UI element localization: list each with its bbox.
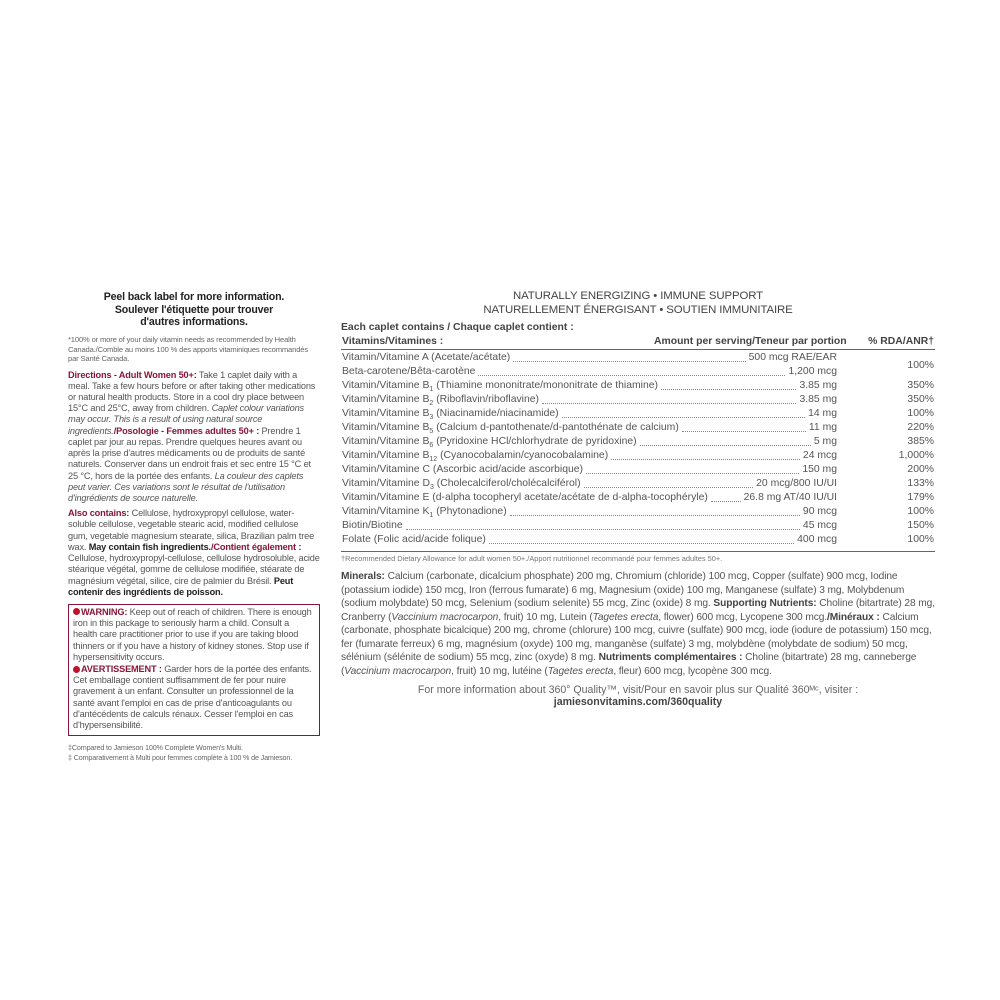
col-vitamins-header: Vitamins/Vitamines : [342,336,444,348]
nutrient-amount: 11 mg [808,422,837,434]
nutrient-rda: 350% [907,394,934,406]
dot-leader [611,459,800,460]
nutrient-name-main: Vitamin/Vitamine B [342,394,430,406]
nutrient-amount: 1,200 mcg [788,366,837,378]
directions-italic: Caplet colour variations may occur. This is a result of using natural source ingredients. [68,403,304,436]
minerals-paragraph [341,570,935,678]
also-contains-text: Cellulose, hydroxypropyl cellulose, water-soluble cellulose, vegetable stearic acid, modified cellulose gum, vegetable magnesium stearate, silica, Brazilian palm tree wax. [68,508,315,552]
nutrient-name [342,492,708,503]
table-row [341,394,935,408]
nutrient-rda: 100% [907,360,934,372]
nutriments-label: Nutriments complémentaires : [598,652,743,664]
also-contains-section [68,508,320,598]
headline-fr: NATURELLEMENT ÉNERGISANT • SOUTIEN IMMUNITAIRE [483,303,793,316]
nutrient-amount: 5 mg [813,436,837,448]
table-row [341,422,935,436]
nutrient-amount: 24 mcg [802,450,837,462]
nutrient-subscript: 12 [429,456,438,464]
nutrient-source: (Cyanocobalamin/cyanocobalamine) [437,450,609,462]
warning-en [73,607,315,663]
caplet-contains-heading: Each caplet contains / Chaque caplet contient : [341,322,574,334]
fish-warning-en: May contain fish ingredients. [88,541,211,552]
nutriments-text-3: , fleur) 600 mcg, lycopène 300 mcg. [613,665,772,677]
dot-leader [711,501,741,502]
table-row [341,534,935,548]
also-contains-label: Also contains: [68,508,130,519]
directions-label: Directions - Adult Women 50+: [68,369,197,380]
table-row [341,506,935,520]
table-row [341,492,935,506]
table-row [341,380,935,394]
warning-box [68,604,320,736]
directions-text: Take 1 caplet daily with a meal. Take a few hours before or after taking other medications or natural health products. Store in a cool dry place between 15°C and 25°C, away from children. [68,369,316,414]
nutrient-source: (Niacinamide/niacinamide) [433,408,559,420]
avertissement-label: AVERTISSEMENT : [81,664,162,675]
nutrient-name-main: Vitamin/Vitamine B [342,422,430,434]
nutrient-rda: 179% [907,492,934,504]
nutrient-source: (Phytonadione) [433,506,507,518]
left-panel [68,291,320,762]
contient-label: /Contient également : [210,541,302,552]
supplement-facts-panel [341,290,935,708]
comparison-fr: ‡ Comparativement à Multi pour femmes complète à 100 % de Jamieson. [68,752,293,762]
table-row [341,520,935,534]
nutrient-amount: 500 mcg RAE/EAR [748,352,837,364]
dot-leader [562,417,805,418]
nutrient-name-main: Vitamin/Vitamine E (d-alpha tocopheryl acetate/acétate de d-alpha-tocophéryle) [342,492,708,504]
nutrient-name-main: Vitamin/Vitamine C (Ascorbic acid/acide ascorbique) [342,464,584,476]
rda-footnote: †Recommended Dietary Allowance for adult women 50+./Apport nutritionnel recommandé pour femmes adultes 50+. [341,551,935,563]
nutrient-rda: 100% [907,408,934,420]
vitamin-table [341,352,935,548]
dot-leader [661,389,796,390]
nutrient-name-main: Vitamin/Vitamine B [342,408,430,420]
peel-line-2: Soulever l'étiquette pour trouver [114,303,274,316]
table-row [341,464,935,478]
nutrient-name [342,352,510,363]
nutrient-name [342,380,658,393]
dot-leader [682,431,806,432]
nutrient-rda: 1,000% [898,450,934,462]
table-row [341,436,935,450]
nutrient-rda: 200% [907,464,934,476]
more-info-url[interactable]: jamiesonvitamins.com/360quality [553,696,723,708]
peel-back-heading [68,291,320,329]
col-amount-header: Amount per serving/Teneur par portion [654,336,847,348]
nutriments-text-1: Choline (bitartrate) 28 mg, canneberge ( [341,652,917,677]
headline-en: NATURALLY ENERGIZING • IMMUNE SUPPORT [512,290,764,302]
dot-leader [542,403,796,404]
nutrient-amount: 90 mcg [802,506,837,518]
dot-leader [489,543,794,544]
nutrient-subscript: 2 [429,400,434,408]
nutrient-source: (Thiamine mononitrate/mononitrate de thiamine) [433,380,658,392]
col-rda-header: % RDA/ANR† [868,336,934,348]
fish-warning-fr: Peut contenir des ingrédients de poisson. [68,575,294,597]
nutrient-subscript: 3 [429,484,434,492]
nutrient-name [342,366,475,377]
nutrient-source: (Pyridoxine HCl/chlorhydrate de pyridoxine) [433,436,637,448]
mineraux-label: /Minéraux : [827,611,880,623]
nutrient-amount: 3.85 mg [799,394,837,406]
nutrient-name [342,520,403,531]
nutrient-name [342,436,637,449]
dot-leader [510,515,800,516]
headline [341,290,935,317]
nutrient-source: (Riboflavin/riboflavine) [433,394,539,406]
nutrient-amount: 14 mg [808,408,837,420]
warning-text: Keep out of reach of children. There is enough iron in this package to seriously harm a child. Consult a health care practitioner prior to use if you are taking blood thinners or if you have a history of kidney stones. Stop use if hypersensitivity occurs. [73,606,312,662]
mineraux-text: Calcium (carbonate, phosphate bicalcique) 200 mg, chrome (chlorure) 100 mcg, cuivre (sulfate) 900 mcg, iode (iodure de potassium) 150 mcg, fer (fumarate ferreux) 6 mg, magnésium (oxyde) 100 mg, manganèse (sulfate) 3 mg, molybdène (molybdate de sodium) 50 mcg, sélénium (sélénite de sodium) 55 mcg, zinc (oxyde) 8 mg. [341,611,932,664]
nutrient-rda: 133% [907,478,934,490]
nutrient-name [342,464,583,475]
warning-dot-icon [73,608,80,615]
nutrient-amount: 3.85 mg [799,380,837,392]
table-row [341,360,935,380]
nutrient-name-main: Vitamin/Vitamine A (Acetate/acétate) [342,352,511,364]
nutrient-name-main: Beta-carotene/Bêta-carotène [342,366,476,378]
nutrient-source: (Calcium d-pantothenate/d-pantothénate de calcium) [433,422,679,434]
nutrient-name [342,450,608,463]
directions-section [68,370,320,505]
nutrient-subscript: 3 [429,414,434,422]
nutrient-subscript: 1 [429,386,434,394]
table-row [341,450,935,464]
supporting-text-3: , flower) 600 mcg, Lycopene 300 mcg. [658,611,828,623]
warning-fr [73,664,315,731]
peel-line-1: Peel back label for more information. [103,291,285,303]
nutrient-name-main: Vitamin/Vitamine B [342,450,430,462]
nutrient-rda: 385% [907,436,934,448]
posologie-italic: La couleur des caplets peut varier. Ces variations sont le résultat de l'utilisation d'ingrédients de source naturelle. [68,470,304,503]
nutrient-rda: 100% [907,534,934,546]
nutriments-italic-2: Tagetes erecta [547,665,614,677]
more-info-text: For more information about 360° Quality™, visit/Pour en savoir plus sur Qualité 360ᴹᶜ, visiter : [417,684,859,696]
contient-text: Cellulose, hydroxypropyl-cellulose, cellulose hydrosoluble, acide stéarique végétal, gomme de cellulose modifiée, stéarate de magnésium végétal, silice, cire de palmier du Brésil. [68,553,320,586]
nutrient-rda: 220% [907,422,934,434]
nutrient-amount: 45 mcg [802,520,837,532]
nutrient-amount: 20 mcg/800 IU/UI [756,478,837,490]
table-row [341,408,935,422]
supporting-italic-1: Vaccinium macrocarpon [391,611,499,623]
peel-line-3: d'autres informations. [140,316,248,329]
nutrient-name [342,422,679,435]
avertissement-text: Garder hors de la portée des enfants. Cet emballage contient suffisamment de fer pour nuire gravement à un enfant. Consulter un professionnel de la santé avant l'emploi en cas de prise d'anticoagulants ou d'antécédents de calculs rénaux. Cesser l'emploi en cas d'hypersensibilité. [73,664,312,731]
warning-dot-icon [73,666,80,673]
nutrient-source: (Cholecalciferol/cholécalciférol) [433,478,581,490]
dot-leader [584,487,754,488]
posologie-label: /Posologie - Femmes adultes 50+ : [113,425,260,436]
nutrient-name-main: Vitamin/Vitamine B [342,436,430,448]
nutrient-name [342,478,581,491]
dot-leader [640,445,811,446]
nutrient-amount: 150 mg [802,464,837,476]
nutriments-text-2: , fruit) 10 mg, lutéine ( [451,665,548,677]
nutrient-name-main: Vitamin/Vitamine K [342,506,430,518]
nutriments-italic-1: Vaccinium macrocarpon [344,665,452,677]
table-row [341,478,935,492]
nutrient-name [342,408,559,421]
warning-label: WARNING: [81,606,128,617]
nutrient-name-main: Biotin/Biotine [342,520,403,532]
nutrient-name [342,506,507,519]
nutrient-name-main: Vitamin/Vitamine B [342,380,430,392]
health-canada-note: *100% or more of your daily vitamin needs as recommended by Health Canada./Comble au moins 100 % des apports vitaminiques recommandés par Santé Canada. [68,335,308,364]
supporting-italic-2: Tagetes erecta [592,611,659,623]
dot-leader [586,473,799,474]
nutrient-rda: 350% [907,380,934,392]
table-row [341,352,935,366]
dot-leader [406,529,800,530]
nutrient-amount: 400 mcg [797,534,837,546]
nutrient-rda: 100% [907,506,934,518]
supporting-text-1: Choline (bitartrate) 28 mg, Cranberry ( [341,598,935,623]
dot-leader [513,361,745,362]
nutrient-name [342,534,486,545]
nutrient-subscript: 6 [429,442,434,450]
nutrient-subscript: 5 [429,428,434,436]
nutrient-name-main: Vitamin/Vitamine D [342,478,430,490]
nutrient-rda: 150% [907,520,934,532]
table-header [341,334,935,350]
nutrient-name [342,394,539,407]
dot-leader [478,375,785,376]
supporting-text-2: , fruit) 10 mg, Lutein ( [498,611,593,623]
nutrient-amount: 26.8 mg AT/40 IU/UI [743,492,837,504]
nutrient-subscript: 1 [429,512,434,520]
comparison-en: ‡Compared to Jamieson 100% Complete Women's Multi. [68,743,243,753]
nutrient-name-main: Folate (Folic acid/acide folique) [342,534,486,546]
supporting-label: Supporting Nutrients: [713,598,817,610]
minerals-label: Minerals: [341,571,385,583]
minerals-text: Calcium (carbonate, dicalcium phosphate) 200 mg, Chromium (chloride) 100 mcg, Copper (sulfate) 900 mcg, Iodine (potassium iodide) 150 mcg, Iron (ferrous fumarate) 6 mg, Magnesium (oxide) 100 mg, Manganese (sulfate) 3 mg, Molybdenum (sodium molybdate) 50 mcg, Selenium (sodium selenite) 55 mcg, Zinc (oxide) 8 mg. [341,571,905,610]
posologie-text: Prendre 1 caplet par jour au repas. Prendre quelques heures avant ou après la prise d'autres médicaments ou de produits de santé naturels. Conserver dans un endroit frais et sec entre 15 °C et 25 °C, hors de la portée des enfants. [68,425,311,481]
more-info-line [341,684,935,708]
comparison-note [68,743,320,762]
